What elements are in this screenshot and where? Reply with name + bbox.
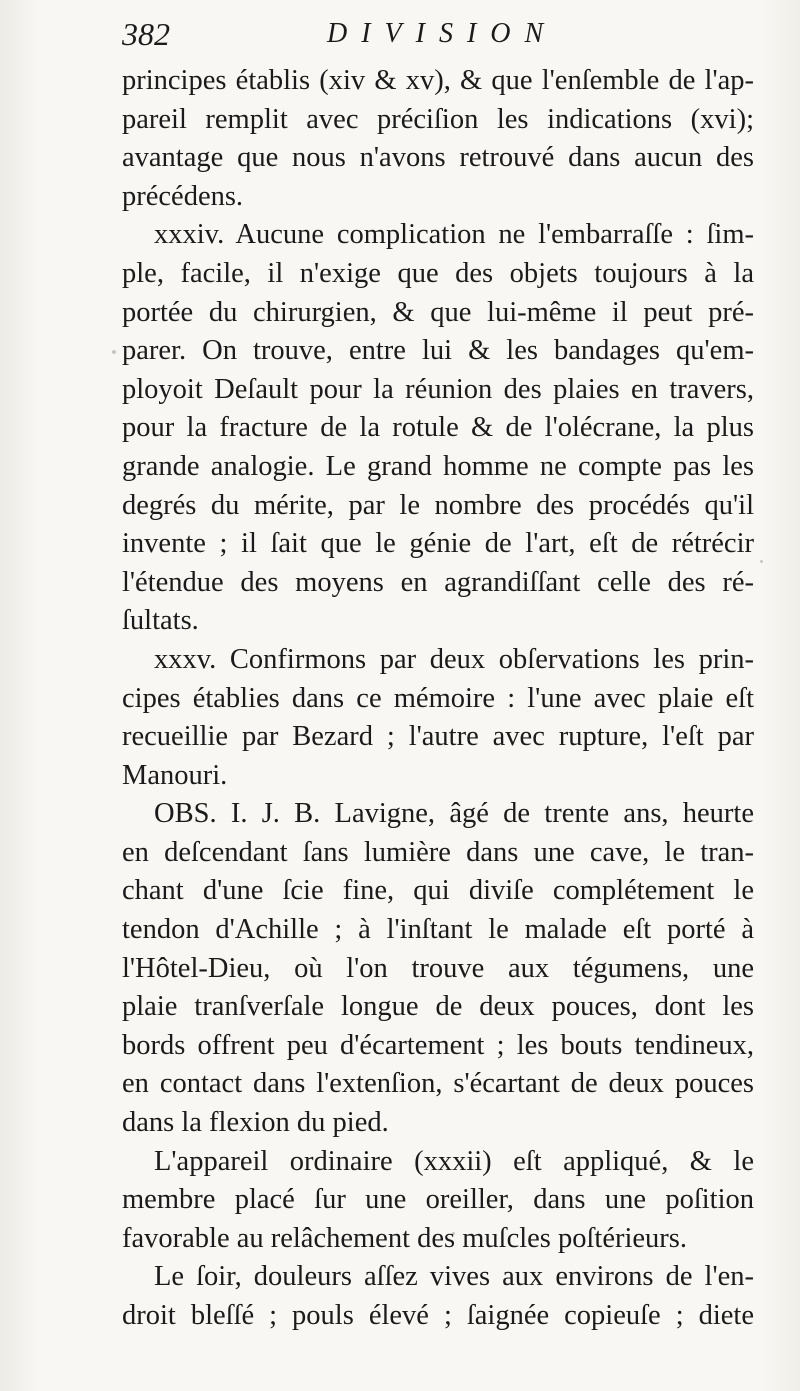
text-line: degrés du mérite, par le nombre des procédés qu'il xyxy=(122,489,754,521)
text-line: tendon d'Achille ; à l'inſtant le malade eſt porté à xyxy=(122,914,754,946)
text-line: membre placé ſur une oreiller, dans une poſition xyxy=(122,1184,754,1216)
text-line: recueillie par Bezard ; l'autre avec rupture, l'eſt par xyxy=(122,721,754,753)
text-line: ployoit Deſault pour la réunion des plaies en travers, xyxy=(122,373,754,405)
paper-speck xyxy=(112,350,116,354)
text-line: plaie tranſverſale longue de deux pouces, dont les xyxy=(122,991,754,1023)
text-line: l'étendue des moyens en agrandiſſant celle des ré- xyxy=(122,566,754,598)
text-line: ſultats. xyxy=(122,605,199,637)
text-line: en deſcendant ſans lumière dans une cave, le tran- xyxy=(122,836,754,868)
text-line: invente ; il ſait que le génie de l'art, eſt de rétrécir xyxy=(122,528,754,560)
paragraph-start-line: Le ſoir, douleurs aſſez vives aux environs de l'en- xyxy=(154,1261,754,1293)
page-number: 382 xyxy=(122,16,170,52)
paper-speck xyxy=(300,690,302,696)
text-line: précédens. xyxy=(122,180,244,212)
text-line: parer. On trouve, entre lui & les bandages qu'em- xyxy=(122,335,754,367)
text-line: Manouri. xyxy=(122,759,228,791)
text-line: ple, facile, il n'exige que des objets toujours à la xyxy=(122,257,754,289)
text-line: grande analogie. Le grand homme ne compte pas les xyxy=(122,450,754,482)
running-head: DIVISION xyxy=(327,18,558,49)
paper-speck xyxy=(760,560,763,563)
text-line: cipes établies dans ce mémoire : l'une avec plaie eſt xyxy=(122,682,754,714)
text-line: portée du chirurgien, & que lui-même il peut pré- xyxy=(122,296,754,328)
page-header xyxy=(122,14,762,54)
text-line: avantage que nous n'avons retrouvé dans aucun des xyxy=(122,142,754,174)
text-line: droit bleſſé ; pouls élevé ; ſaignée copieuſe ; diete xyxy=(122,1300,754,1331)
text-line: principes établis (xiv & xv), & que l'enſemble de l'ap- xyxy=(122,65,754,96)
paragraph-start-line: OBS. I. J. B. Lavigne, âgé de trente ans, heurte xyxy=(154,798,754,830)
text-line: bords offrent peu d'écartement ; les bouts tendineux, xyxy=(122,1029,754,1061)
paragraph-start-line: xxxv. Confirmons par deux obſervations les prin- xyxy=(154,643,754,675)
text-line: pour la fracture de la rotule & de l'olécrane, la plus xyxy=(122,412,754,444)
paper-speck xyxy=(452,1232,455,1235)
body-text xyxy=(122,62,754,1336)
text-line: dans la flexion du pied. xyxy=(122,1107,389,1139)
text-line: en contact dans l'extenſion, s'écartant de deux pouces xyxy=(122,1068,754,1100)
paragraph-start-line: xxxiv. Aucune complication ne l'embarraſſe : ſim- xyxy=(154,219,754,251)
text-line: l'Hôtel-Dieu, où l'on trouve aux tégumens, une xyxy=(122,952,754,984)
text-line: chant d'une ſcie fine, qui diviſe complétement le xyxy=(122,875,754,907)
text-line: favorable au relâchement des muſcles poſtérieurs. xyxy=(122,1222,688,1254)
text-line: pareil remplit avec préciſion les indications (xvi); xyxy=(122,103,754,135)
paragraph-start-line: L'appareil ordinaire (xxxii) eſt appliqué, & le xyxy=(154,1145,754,1177)
